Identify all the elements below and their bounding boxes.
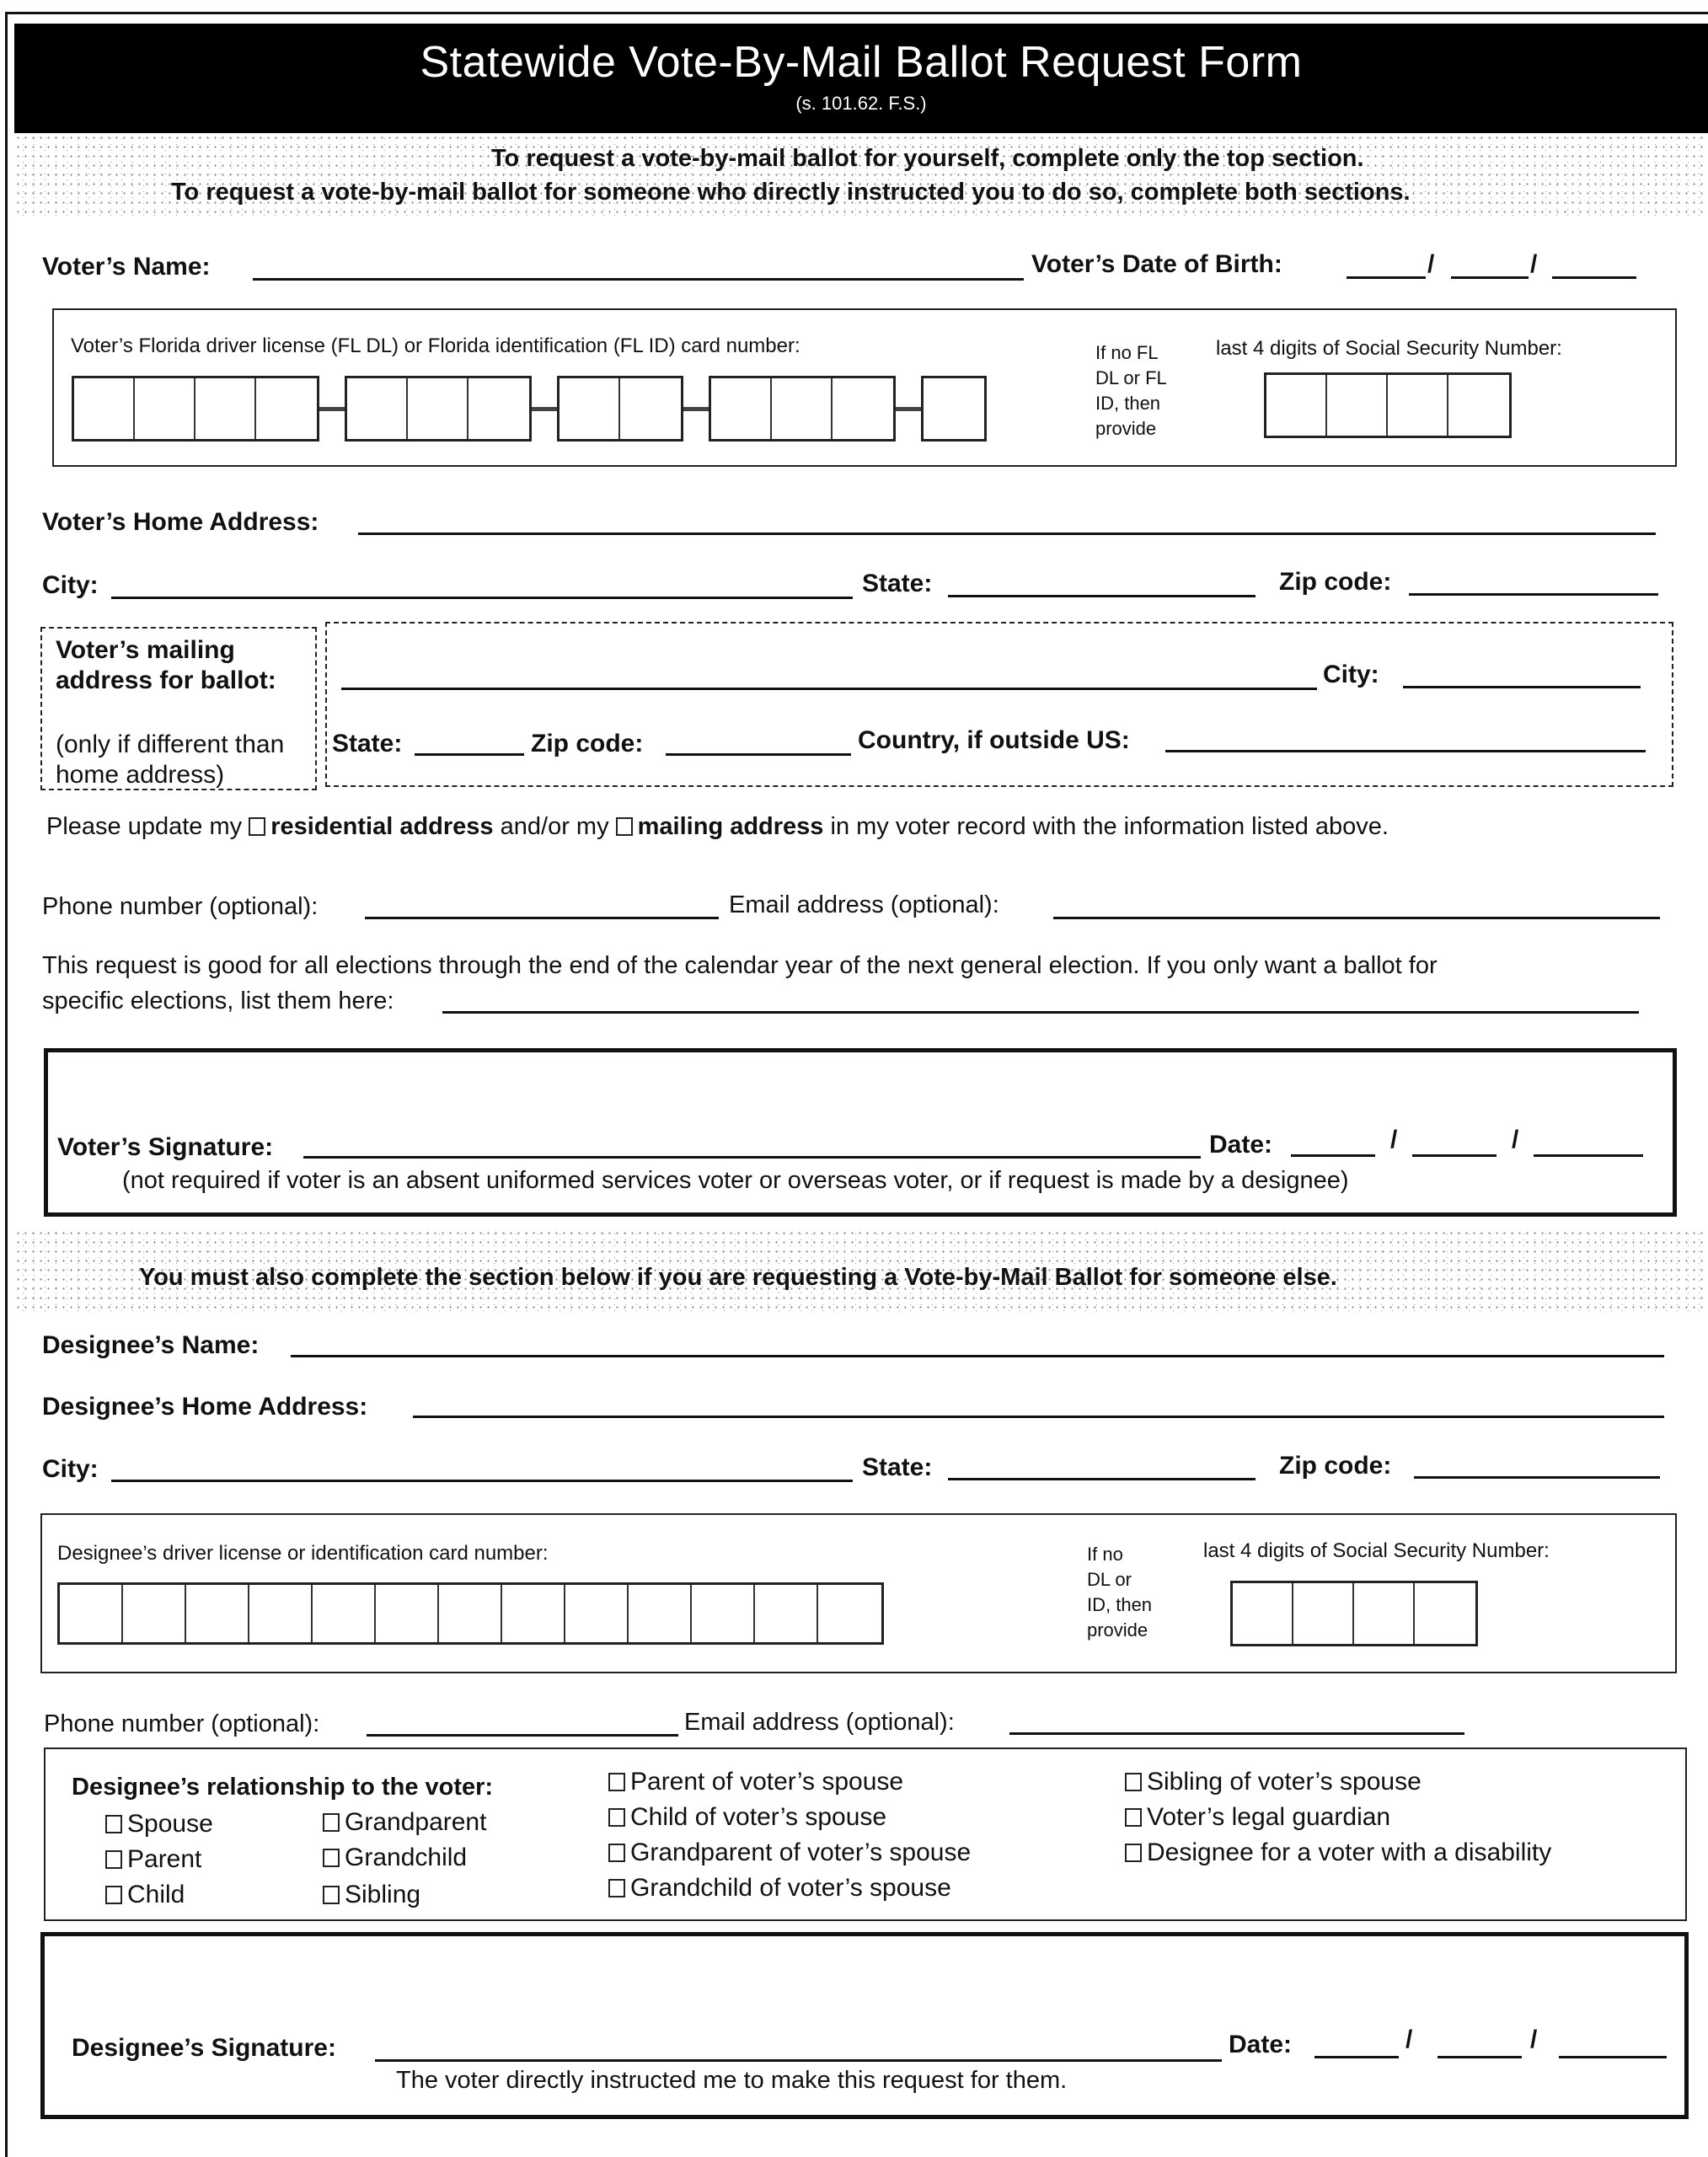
voter-name-label: Voter’s Name:: [42, 253, 211, 281]
option-label: Parent of voter’s spouse: [630, 1768, 904, 1796]
option-label: Sibling: [345, 1881, 421, 1908]
dl-group-2: [345, 376, 532, 442]
dl-digit-cell[interactable]: [620, 378, 681, 439]
voter-signature-field[interactable]: [303, 1156, 1201, 1159]
dl-digit-cell[interactable]: [468, 378, 529, 439]
relationship-label: Designee’s relationship to the voter:: [72, 1774, 494, 1801]
voter-state-field[interactable]: [948, 595, 1256, 597]
option-label: Spouse: [127, 1810, 213, 1838]
voter-signature-note: (not required if voter is an absent uniformed services voter or overseas voter, or if request is made by a designee): [122, 1167, 1349, 1194]
dl-group-4: [709, 376, 896, 442]
dl-digit-cell[interactable]: [313, 1585, 376, 1642]
dl-digit-cell[interactable]: [692, 1585, 755, 1642]
voter-email-label: Email address (optional):: [729, 891, 999, 918]
if-no-fl-dl-note: [1095, 340, 1167, 442]
relationship-option-grandchild-of-spouse[interactable]: [608, 1874, 951, 1903]
note-line: provide: [1087, 1619, 1148, 1640]
voter-dob-label: Voter’s Date of Birth:: [1031, 250, 1282, 278]
dl-digit-cell[interactable]: [74, 378, 135, 439]
relationship-option-sibling-of-spouse[interactable]: [1125, 1768, 1422, 1796]
voter-home-address-field[interactable]: [358, 533, 1656, 535]
dob-separator: /: [1530, 250, 1538, 278]
dl-digit-cell[interactable]: [833, 378, 893, 439]
dl-digit-cell[interactable]: [123, 1585, 186, 1642]
relationship-option-parent[interactable]: [105, 1845, 201, 1874]
dl-digit-cell[interactable]: [439, 1585, 502, 1642]
option-label: Child of voter’s spouse: [630, 1803, 887, 1831]
ssn-digit-cell[interactable]: [1448, 375, 1509, 436]
designee-phone-label: Phone number (optional):: [44, 1710, 320, 1737]
designee-intro: You must also complete the section below if you are requesting a Vote-by-Mail Ballot for someone else.: [139, 1264, 1337, 1291]
option-label: Grandchild of voter’s spouse: [630, 1874, 951, 1902]
designee-home-address-label: Designee’s Home Address:: [42, 1393, 368, 1421]
dl-digit-cell[interactable]: [924, 378, 984, 439]
specific-elections-field[interactable]: [442, 1011, 1639, 1014]
voter-ssn-label: last 4 digits of Social Security Number:: [1216, 337, 1562, 360]
note-line: DL or: [1087, 1569, 1132, 1590]
mailing-label-line: address for ballot:: [56, 666, 276, 694]
designee-ssn-cells: [1230, 1581, 1478, 1646]
voter-signature-date-label: Date:: [1209, 1131, 1273, 1159]
dl-group-5: [921, 376, 987, 442]
ssn-group: [1264, 372, 1512, 438]
designee-zip-field[interactable]: [1414, 1476, 1660, 1479]
checkbox-icon[interactable]: [105, 1886, 122, 1904]
voter-home-address-label: Voter’s Home Address:: [42, 508, 319, 536]
mailing-country-field[interactable]: [1165, 750, 1646, 752]
voter-zip-field[interactable]: [1409, 593, 1658, 596]
mailing-address-note: [56, 730, 284, 790]
date-separator: /: [1530, 2026, 1538, 2053]
dash-connector: [532, 407, 557, 411]
relationship-option-spouse[interactable]: [105, 1810, 213, 1839]
mailing-city-label: City:: [1323, 661, 1379, 688]
mailing-note-line: home address): [56, 761, 225, 789]
mailing-street-field[interactable]: [341, 688, 1317, 690]
relationship-option-legal-guardian[interactable]: [1125, 1803, 1390, 1832]
mailing-address-option: mailing address: [637, 813, 824, 840]
mailing-city-field[interactable]: [1403, 686, 1641, 688]
relationship-option-grandparent[interactable]: [323, 1808, 486, 1837]
designee-home-address-field[interactable]: [413, 1416, 1664, 1418]
dl-digit-cell[interactable]: [256, 378, 317, 439]
option-label: Designee for a voter with a disability: [1147, 1839, 1552, 1866]
voter-phone-field[interactable]: [365, 917, 719, 919]
checkbox-icon[interactable]: [105, 1815, 122, 1833]
checkbox-icon[interactable]: [323, 1813, 340, 1832]
residential-address-option: residential address: [270, 813, 494, 840]
designee-ssn-label: last 4 digits of Social Security Number:: [1203, 1539, 1550, 1562]
relationship-option-disability-designee[interactable]: [1125, 1839, 1551, 1867]
mailing-address-checkbox[interactable]: [616, 817, 633, 836]
note-line: ID, then: [1095, 393, 1161, 414]
designee-name-field[interactable]: [291, 1355, 1664, 1357]
option-label: Parent: [127, 1845, 202, 1873]
checkbox-icon[interactable]: [608, 1773, 625, 1791]
voter-phone-label: Phone number (optional):: [42, 893, 319, 920]
checkbox-icon[interactable]: [1125, 1844, 1142, 1862]
relationship-option-parent-of-spouse[interactable]: [608, 1768, 903, 1796]
voter-dob-year-field[interactable]: [1552, 276, 1636, 279]
dl-digit-cell[interactable]: [560, 378, 620, 439]
option-label: Voter’s legal guardian: [1147, 1803, 1391, 1831]
option-label: Child: [127, 1881, 185, 1908]
ssn-digit-cell[interactable]: [1293, 1583, 1354, 1644]
statute-reference: (s. 101.62. F.S.): [795, 93, 927, 114]
designee-signature-field[interactable]: [375, 2059, 1222, 2062]
instruction-line-2: To request a vote-by-mail ballot for someone who directly instructed you to do so, complete both sections.: [171, 179, 1411, 206]
voter-dl-label: Voter’s Florida driver license (FL DL) or Florida identification (FL ID) card number:: [71, 335, 800, 357]
option-label: Grandparent: [345, 1808, 487, 1836]
dl-digit-cell[interactable]: [818, 1585, 881, 1642]
checkbox-icon[interactable]: [608, 1879, 625, 1897]
mailing-fields-box: [325, 622, 1673, 787]
option-label: Grandparent of voter’s spouse: [630, 1839, 972, 1866]
dl-digit-cell[interactable]: [249, 1585, 313, 1642]
residential-address-checkbox[interactable]: [249, 817, 265, 836]
voter-sign-date-day-field[interactable]: [1412, 1154, 1497, 1157]
voter-email-field[interactable]: [1053, 917, 1660, 919]
designee-sign-date-month-field[interactable]: [1314, 2056, 1399, 2058]
date-separator: /: [1512, 1126, 1519, 1153]
dl-digit-cell[interactable]: [186, 1585, 249, 1642]
designee-email-field[interactable]: [1009, 1732, 1464, 1735]
note-line: If no: [1087, 1544, 1123, 1565]
option-label: Sibling of voter’s spouse: [1147, 1768, 1422, 1796]
designee-zip-label: Zip code:: [1279, 1452, 1392, 1480]
update-suffix: in my voter record with the information listed above.: [830, 813, 1389, 840]
dl-digit-cell[interactable]: [195, 378, 256, 439]
dl-digit-cell[interactable]: [376, 1585, 439, 1642]
ssn-digit-cell[interactable]: [1388, 375, 1448, 436]
ssn-group: [1230, 1581, 1478, 1646]
mailing-zip-field[interactable]: [666, 753, 851, 756]
mailing-country-label: Country, if outside US:: [858, 726, 1130, 754]
dl-digit-cell[interactable]: [408, 378, 468, 439]
checkbox-icon[interactable]: [1125, 1808, 1142, 1827]
relationship-option-child[interactable]: [105, 1881, 185, 1909]
note-line: provide: [1095, 418, 1157, 439]
dl-group-1: [72, 376, 319, 442]
note-line: ID, then: [1087, 1594, 1153, 1615]
mailing-label-line: Voter’s mailing: [56, 636, 235, 664]
designee-dl-cells: [57, 1582, 884, 1645]
checkbox-icon[interactable]: [105, 1850, 122, 1869]
voter-city-label: City:: [42, 571, 99, 599]
note-line: If no FL: [1095, 342, 1159, 363]
dl-digit-cell[interactable]: [60, 1585, 123, 1642]
designee-signature-note: The voter directly instructed me to make this request for them.: [396, 2067, 1068, 2094]
voter-dob-day-field[interactable]: [1451, 276, 1529, 279]
dl-digit-cell[interactable]: [629, 1585, 692, 1642]
designee-city-field[interactable]: [111, 1480, 853, 1482]
dash-connector: [683, 407, 709, 411]
dash-connector: [896, 407, 921, 411]
dl-digit-cell[interactable]: [135, 378, 195, 439]
voter-name-field[interactable]: [253, 278, 1024, 281]
voter-sign-date-month-field[interactable]: [1291, 1154, 1375, 1157]
voter-state-label: State:: [862, 570, 933, 597]
designee-dl-label: Designee’s driver license or identification card number:: [57, 1542, 549, 1565]
designee-name-label: Designee’s Name:: [42, 1331, 260, 1359]
designee-sign-date-year-field[interactable]: [1559, 2056, 1667, 2058]
designee-sign-date-day-field[interactable]: [1438, 2056, 1522, 2058]
dl-digit-cell[interactable]: [347, 378, 408, 439]
date-separator: /: [1390, 1126, 1398, 1153]
update-record-line: [46, 813, 1389, 841]
elections-note-line-2: specific elections, list them here:: [42, 988, 394, 1014]
date-separator: /: [1405, 2026, 1413, 2053]
elections-note-line-1: This request is good for all elections through the end of the calendar year of the next general election. If you only want a ballot for: [42, 952, 1438, 979]
mailing-note-line: (only if different than: [56, 731, 285, 758]
relationship-option-child-of-spouse[interactable]: [608, 1803, 886, 1832]
dob-separator: /: [1427, 250, 1435, 278]
update-prefix: Please update my: [46, 813, 243, 840]
dl-digit-cell[interactable]: [565, 1585, 629, 1642]
designee-signature-label: Designee’s Signature:: [72, 2034, 336, 2062]
instruction-line-1: To request a vote-by-mail ballot for yourself, complete only the top section.: [491, 145, 1364, 172]
mailing-address-label: [56, 635, 276, 696]
designee-phone-field[interactable]: [367, 1734, 678, 1737]
voter-zip-label: Zip code:: [1279, 568, 1392, 596]
mailing-zip-label: Zip code:: [531, 730, 644, 757]
designee-city-label: City:: [42, 1455, 99, 1483]
designee-state-field[interactable]: [948, 1478, 1256, 1480]
dl-digit-cell[interactable]: [755, 1585, 818, 1642]
ssn-digit-cell[interactable]: [1415, 1583, 1475, 1644]
designee-state-label: State:: [862, 1453, 933, 1481]
form-title: Statewide Vote-By-Mail Ballot Request Form: [420, 38, 1303, 87]
checkbox-icon[interactable]: [608, 1844, 625, 1862]
voter-dl-cells: [72, 376, 987, 442]
dl-digit-cell[interactable]: [711, 378, 772, 439]
voter-city-field[interactable]: [111, 597, 853, 599]
ssn-digit-cell[interactable]: [1354, 1583, 1415, 1644]
mailing-state-label: State:: [332, 730, 403, 757]
designee-email-label: Email address (optional):: [684, 1709, 955, 1736]
dl-group-3: [557, 376, 683, 442]
checkbox-icon[interactable]: [1125, 1773, 1142, 1791]
update-middle: and/or my: [500, 813, 609, 840]
dash-connector: [319, 407, 345, 411]
voter-signature-label: Voter’s Signature:: [57, 1133, 274, 1161]
form-header: [14, 24, 1708, 133]
designee-dl-group: [57, 1582, 884, 1645]
checkbox-icon[interactable]: [323, 1886, 340, 1904]
ssn-digit-cell[interactable]: [1327, 375, 1388, 436]
relationship-option-grandparent-of-spouse[interactable]: [608, 1839, 971, 1867]
relationship-option-sibling[interactable]: [323, 1881, 420, 1909]
voter-ssn-cells: [1264, 372, 1512, 438]
note-line: DL or FL: [1095, 367, 1167, 388]
if-no-dl-note: [1087, 1542, 1152, 1643]
designee-signature-date-label: Date:: [1229, 2031, 1293, 2058]
ssn-digit-cell[interactable]: [1233, 1583, 1293, 1644]
ssn-digit-cell[interactable]: [1266, 375, 1327, 436]
mailing-state-field[interactable]: [415, 753, 524, 756]
voter-sign-date-year-field[interactable]: [1534, 1154, 1643, 1157]
dl-digit-cell[interactable]: [772, 378, 833, 439]
option-label: Grandchild: [345, 1844, 468, 1871]
checkbox-icon[interactable]: [323, 1849, 340, 1867]
dl-digit-cell[interactable]: [502, 1585, 565, 1642]
checkbox-icon[interactable]: [608, 1808, 625, 1827]
relationship-option-grandchild[interactable]: [323, 1844, 467, 1872]
voter-dob-month-field[interactable]: [1347, 276, 1426, 279]
